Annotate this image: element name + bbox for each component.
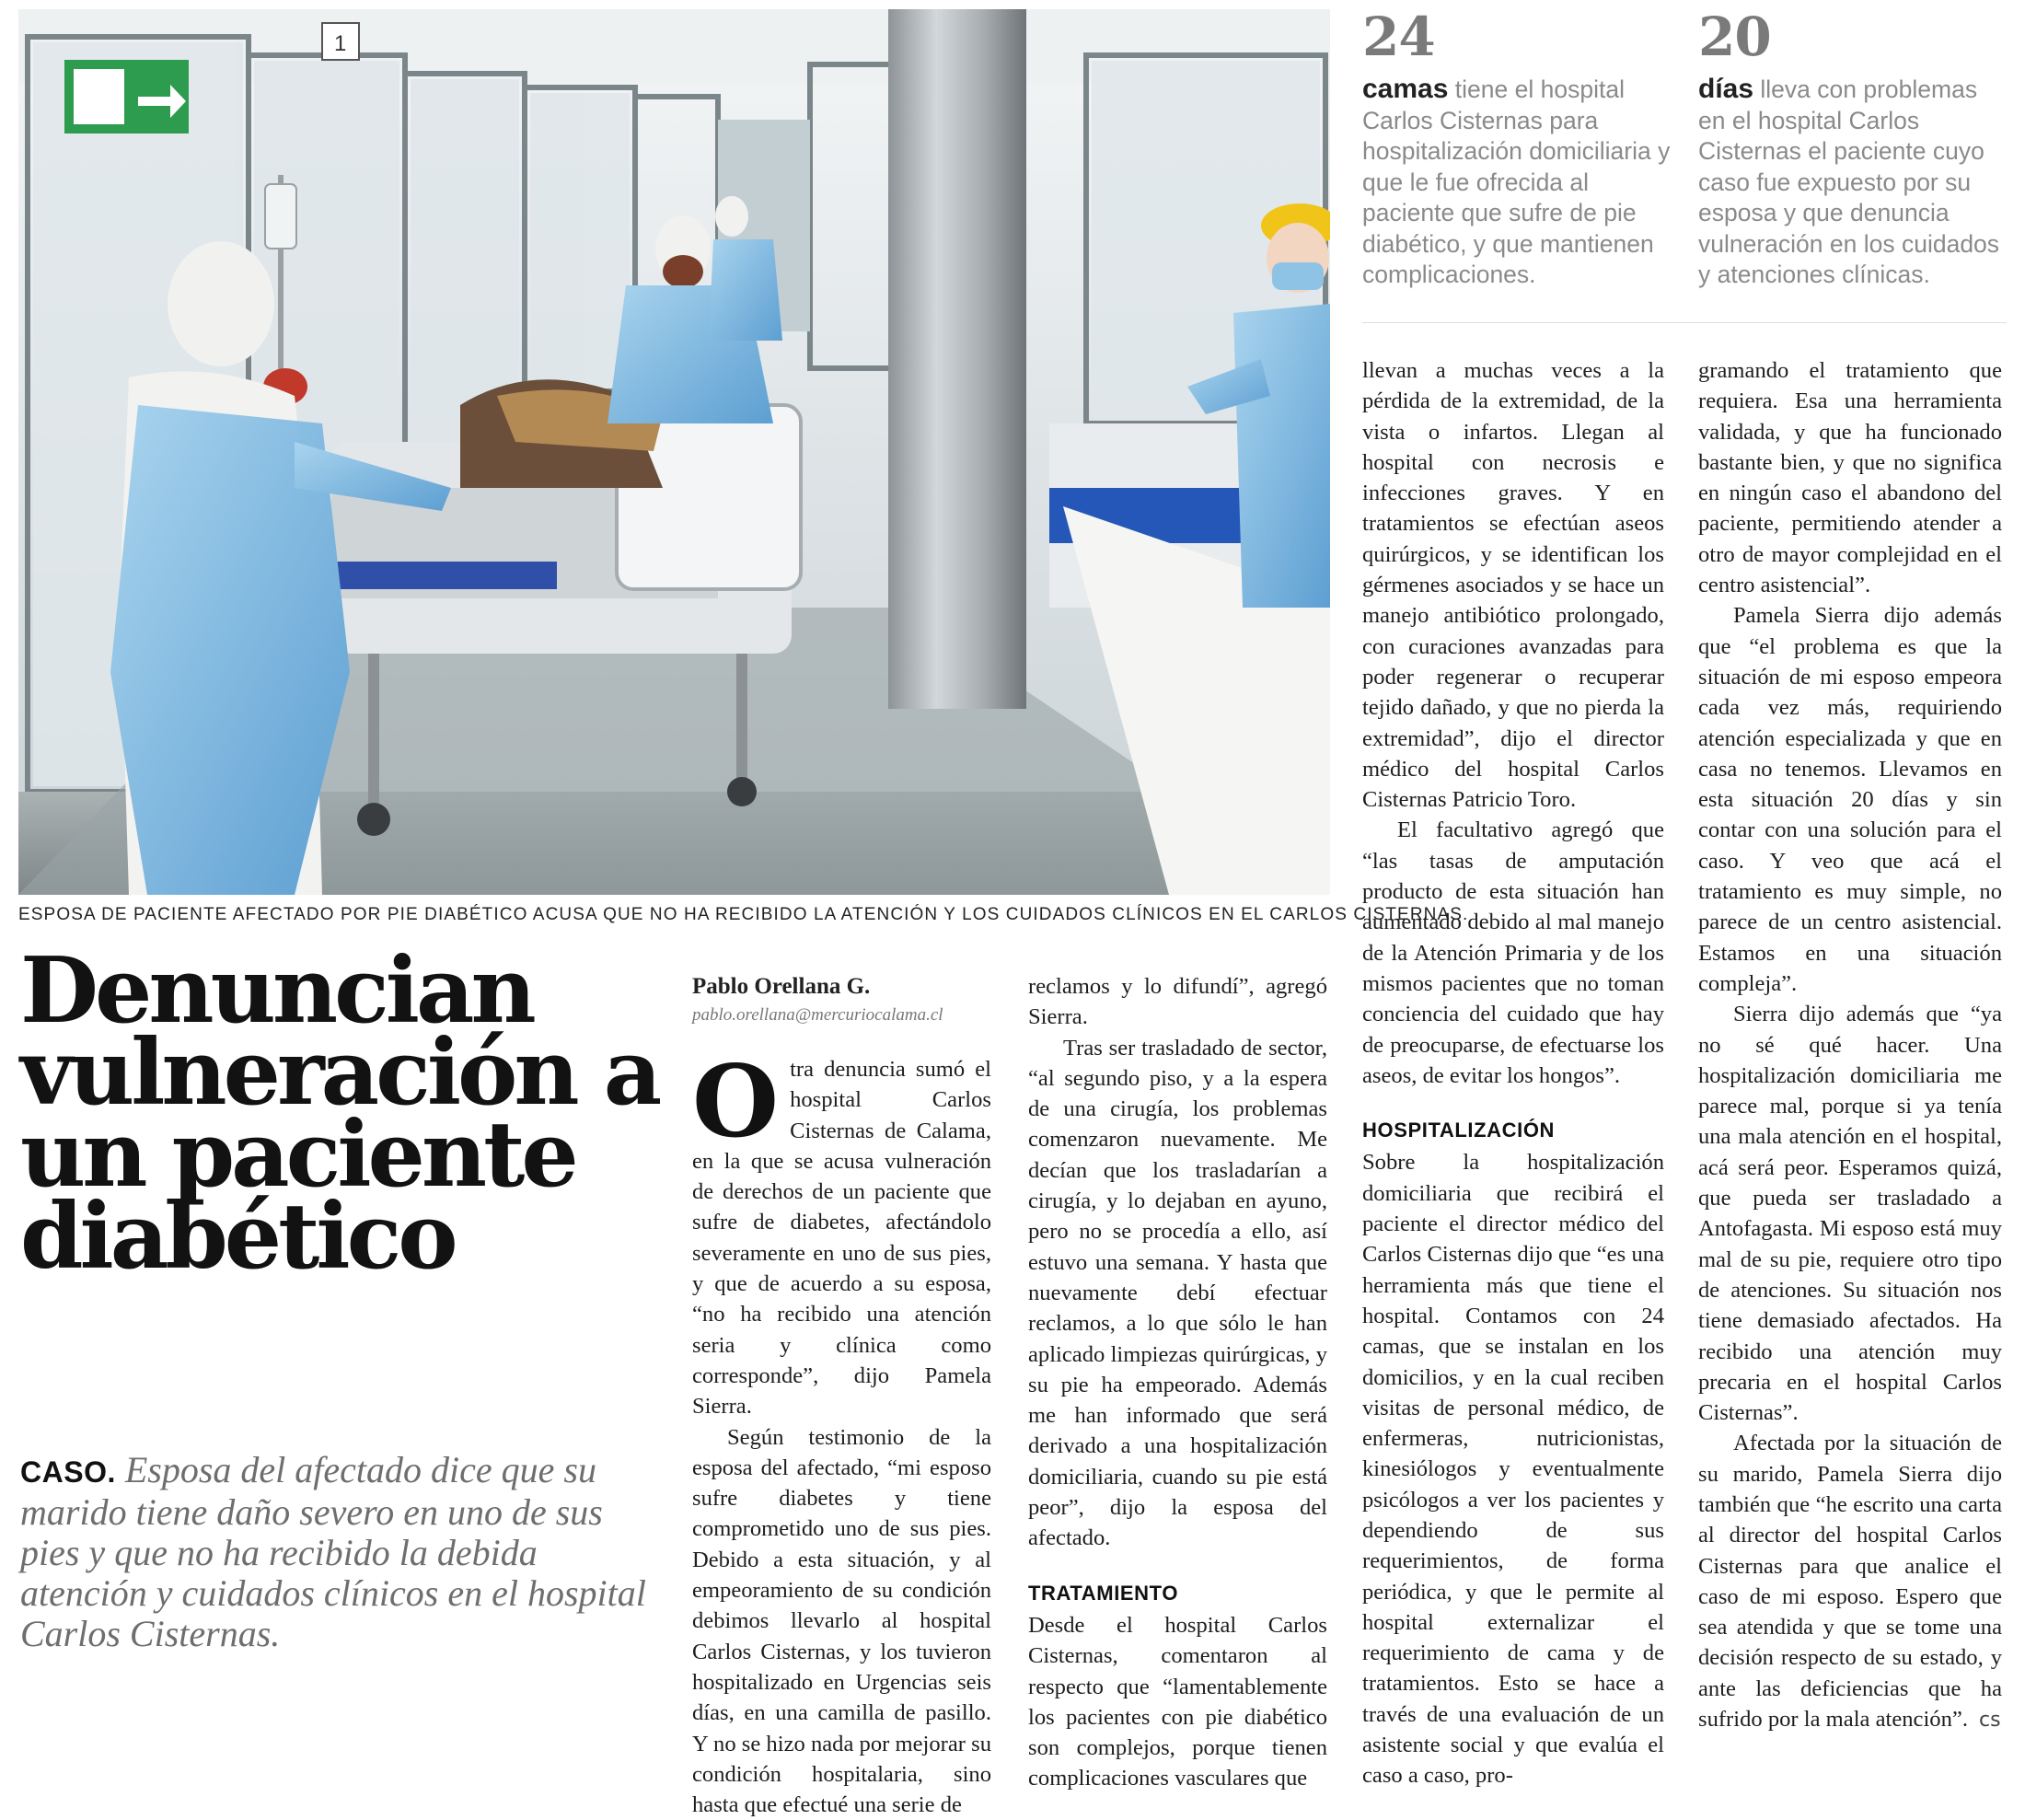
stat-box: [1698, 7, 2007, 291]
deck-text: Esposa del afectado dice que su marido tiene daño severo en uno de sus pies y que no ha recibido la debida atención y cuidados clínicos en el hospital Carlos Cisternas.: [20, 1449, 646, 1654]
article-photo: [18, 9, 1330, 895]
paragraph: Tras ser trasladado de sector, “al segundo piso, y a la espera de una cirugía, los problemas comenzaron nuevamente. Me decían que los trasladarían a cirugía, y lo dejaban en ayuno, pero no se procedía a ello, así estuvo una semana. Y hasta que nuevamente debí efectuar reclamos, a lo que sólo le han aplicado limpiezas quirúrgicas, y su pie ha empeorado. Además me han informado que será derivado a una hospitalización domiciliaria, cuando su pie está peor”, dijo la esposa del afectado.: [1028, 1035, 1327, 1551]
stat-number: 24: [1362, 6, 1435, 68]
photo-caption: ESPOSA DE PACIENTE AFECTADO POR PIE DIABÉTICO ACUSA QUE NO HA RECIBIDO LA ATENCIÓN Y LOS CUIDADOS CLÍNICOS EN EL CARLOS CISTERNAS.: [18, 905, 1469, 924]
article-column-3: [1362, 355, 1664, 1791]
deck-kicker: CASO.: [20, 1455, 116, 1489]
headline-line: diabético: [20, 1184, 455, 1290]
paragraph: reclamos y lo difundí”, agregó Sierra.: [1028, 974, 1327, 1030]
headline-line: Denuncian: [20, 938, 533, 1044]
stat-number: 20: [1698, 6, 1771, 68]
paragraph: Desde el hospital Carlos Cisternas, comentaron al respecto que “lamentablemente los pacientes con pie diabético son complejos, porque tienen complicaciones vasculares que: [1028, 1612, 1327, 1791]
subheading: TRATAMIENTO: [1028, 1581, 1179, 1605]
stat-keyword: camas: [1362, 74, 1449, 104]
stat-box: [1362, 7, 1671, 291]
byline-name: Pablo Orellana G.: [692, 974, 871, 999]
divider: [1362, 322, 2007, 323]
article-column-1: [692, 971, 991, 1820]
paragraph: El facultativo agregó que “las tasas de amputación producto de esta situación han aumentado debido al mal manejo de la Atención Primaria y de los mismos pacientes que no toman conciencia del cuidado que hay de preocuparse, de efectuarse los aseos, de evitar los hongos”.: [1362, 817, 1664, 1088]
stat-description: tiene el hospital Carlos Cisternas para hospitalización domiciliaria y que le fue ofrecida al paciente que sufre de pie diabético, y que mantienen complicaciones.: [1362, 75, 1671, 288]
paragraph: gramando el tratamiento que requiera. Esa una herramienta validada, y que ha funcionado bastante bien, y que no significa en ningún caso el abandono del paciente, permitiendo atender a otro de mayor complejidad en el centro asistencial”.: [1698, 358, 2002, 598]
drop-cap: O: [692, 1044, 780, 1160]
end-mark: cs: [1978, 1709, 2001, 1733]
stat-description: lleva con problemas en el hospital Carlos Cisternas el paciente cuyo caso fue expuesto por su esposa y que denuncia vulneración en los cuidados y atenciones clínicas.: [1698, 75, 2000, 288]
paragraph: llevan a muchas veces a la pérdida de la extremidad, de la vista o infartos. Llegan al hospital con necrosis e infecciones graves. Y en tratamientos se efectúan aseos quirúrgicos, y se identifican los gérmenes asociados y se hace un manejo antibiótico prolongado, con curaciones avanzadas para poder regenerar o recuperar tejido dañado, y que no pierda la extremidad”, dijo el director médico del hospital Carlos Cisternas Patricio Toro.: [1362, 358, 1664, 813]
paragraph: Sierra dijo además que “ya no sé qué hacer. Una hospitalización domiciliaria me parece mal, porque si ya tenía una mala atención en el hospital, acá será peor. Esperamos quizá, que pueda ser trasladado a Antofagasta. Mi esposo está muy mal de su pie, requiere otro tipo de atenciones. Su situación nos tiene demasiado afectados. Ha recibido una atención muy precaria en el hospital Carlos Cisternas”.: [1698, 1002, 2002, 1426]
paragraph: Pamela Sierra dijo además que “el problema es que la situación de mi esposo empeora cada vez más, requiriendo atención especializada y que en casa no tenemos. Llevamos en esta situación 20 días y sin contar con una solución para el caso. Y veo que acá el tratamiento es muy simple, no parece de un centro asistencial. Estamos en una situación compleja”.: [1698, 603, 2002, 996]
stat-keyword: días: [1698, 74, 1754, 104]
byline-email: pablo.orellana@mercuriocalama.cl: [692, 1005, 943, 1025]
subheading: HOSPITALIZACIÓN: [1362, 1119, 1556, 1142]
stat-text: [1698, 74, 2007, 291]
article-column-4: [1698, 355, 2002, 1735]
headline-line: un paciente: [20, 1102, 575, 1208]
room-sign-number: 1: [334, 31, 347, 56]
paragraph: Sobre la hospitalización domiciliaria que recibirá el paciente el director médico del Carlos Cisternas dijo que “es una herramienta más que tiene el hospital. Contamos con 24 camas, que se instalan en los domicilios, y en la cual reciben visitas de personal médico, de enfermeras, nutricionistas, kinesiólogos y eventualmente psicólogos a ver los pacientes y dependiendo de sus requerimientos, de forma periódica, y que le permite al hospital externalizar el requerimiento de cama y de tratamientos. Esto se hace a través de una evaluación de un asistente social y que evalúa el caso a caso, pro-: [1362, 1150, 1664, 1789]
headline: [20, 938, 665, 1290]
stat-text: [1362, 74, 1671, 291]
deck: [20, 1450, 655, 1654]
paragraph: Según testimonio de la esposa del afectado, “mi esposo sufre diabetes y tiene comprometido uno de sus pies. Debido a esta situación, y al empeoramiento de su condición debimos llevarlo al hospital Carlos Cisternas, y los tuvieron hospitalizado en Urgencias seis días, en una camilla de pasillo. Y no se hizo nada por mejorar su condición hospitalaria, sino hasta que efectué una serie de: [692, 1424, 991, 1818]
paragraph: Otra denuncia sumó el hospital Carlos Cisternas de Calama, en la que se acusa vulneración de derechos de un paciente que sufre de diabetes, afectándolo severamente en uno de sus pies, y que de acuerdo a su esposa, “no ha recibido una atención seria y clínica como corresponde”, dijo Pamela Sierra.: [692, 1044, 991, 1420]
headline-line: vulneración a: [20, 1020, 659, 1126]
paragraph: Afectada por la situación de su marido, Pamela Sierra dijo también que “he escrito una carta al director del hospital Carlos Cisternas para que analice el caso de mi esposo. Espero que sea atendida y que se tome una decisión respecto de su estado, y ante las deficiencias que ha sufrido por la mala atención”. cs: [1698, 1431, 2002, 1733]
article-column-2: [1028, 971, 1327, 1794]
